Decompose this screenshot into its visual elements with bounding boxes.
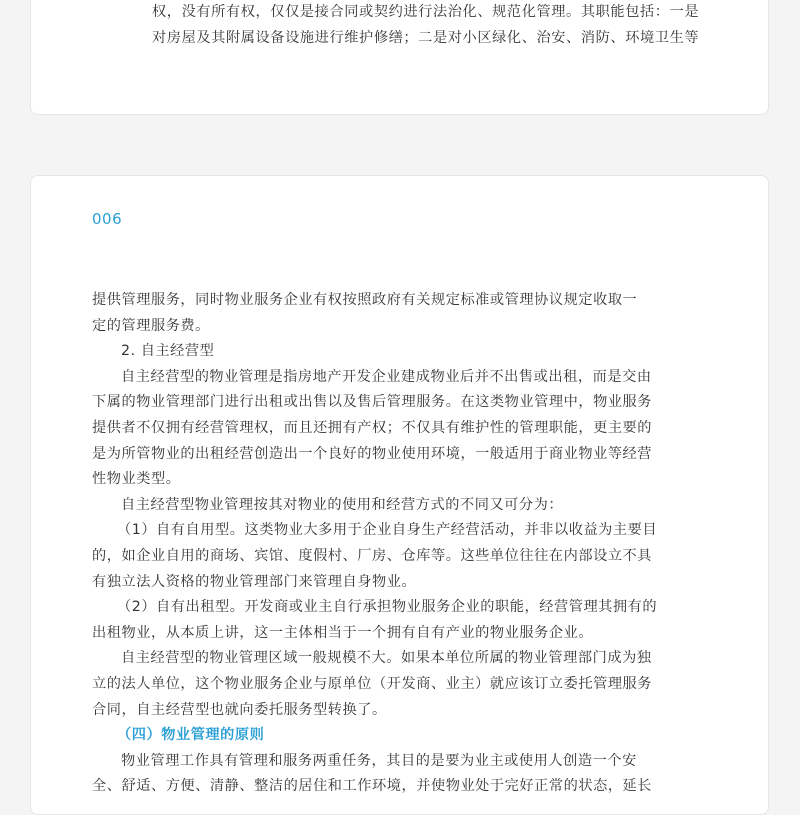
text-line: 的，如企业自用的商场、宾馆、度假村、厂房、仓库等。这些单位往往在内部设立不具 — [92, 547, 653, 564]
text-line: 自主经营型的物业管理区域一般规模不大。如果本单位所属的物业管理部门成为独 — [121, 650, 652, 667]
list-item: （1）自有自用型。这类物业大多用于企业自身生产经营活动，并非以收益为主要目 — [117, 522, 658, 539]
text-line: 自主经营型的物业管理是指房地产开发企业建成物业后并不出售或出租，而是交由 — [121, 368, 652, 385]
section-heading: （四）物业管理的原则 — [117, 727, 265, 744]
text-line: 物业管理工作具有管理和服务两重任务，其目的是要为业主或使用人创造一个安 — [121, 752, 637, 769]
list-item: （2）自有出租型。开发商或业主自行承担物业服务企业的职能，经营管理其拥有的 — [117, 599, 658, 616]
text-line: 权，没有所有权，仅仅是接合同或契约进行法治化、规范化管理。其职能包括：一是 — [152, 4, 700, 20]
page-number: 006 — [92, 210, 123, 228]
text-line: 立的法人单位，这个物业服务企业与原单位（开发商、业主）就应该订立委托管理服务 — [92, 675, 653, 692]
text-line: 是为所管物业的出租经营创造出一个良好的物业使用环境，一般适用于商业物业等经营 — [92, 445, 653, 462]
section-subheading: 2. 自主经营型 — [121, 343, 215, 360]
body-text-block — [92, 288, 658, 800]
text-line: 性物业类型。 — [92, 471, 181, 488]
top-text-block — [152, 0, 712, 50]
text-line: 合同，自主经营型也就向委托服务型转换了。 — [92, 701, 387, 718]
text-line: 提供者不仅拥有经营管理权，而且还拥有产权；不仅具有维护性的管理职能，更主要的 — [92, 419, 653, 436]
text-line: 全、舒适、方便、清静、整洁的居住和工作环境，并使物业处于完好正常的状态，延长 — [92, 778, 653, 795]
text-line: 对房屋及其附属设备设施进行维护修缮；二是对小区绿化、治安、消防、环境卫生等 — [152, 29, 700, 46]
text-line: 出租物业，从本质上讲，这一主体相当于一个拥有自有产业的物业服务企业。 — [92, 624, 594, 641]
text-line: 有独立法人资格的物业管理部门来管理自身物业。 — [92, 573, 417, 590]
top-text-card — [30, 0, 769, 115]
main-text-card — [30, 175, 769, 815]
text-line: 定的管理服务费。 — [92, 317, 210, 334]
text-line: 下属的物业管理部门进行出租或出售以及售后管理服务。在这类物业管理中，物业服务 — [92, 394, 653, 411]
text-line: 自主经营型物业管理按其对物业的使用和经营方式的不同又可分为： — [121, 496, 564, 513]
text-line: 提供管理服务，同时物业服务企业有权按照政府有关规定标准或管理协议规定收取一 — [92, 292, 638, 308]
